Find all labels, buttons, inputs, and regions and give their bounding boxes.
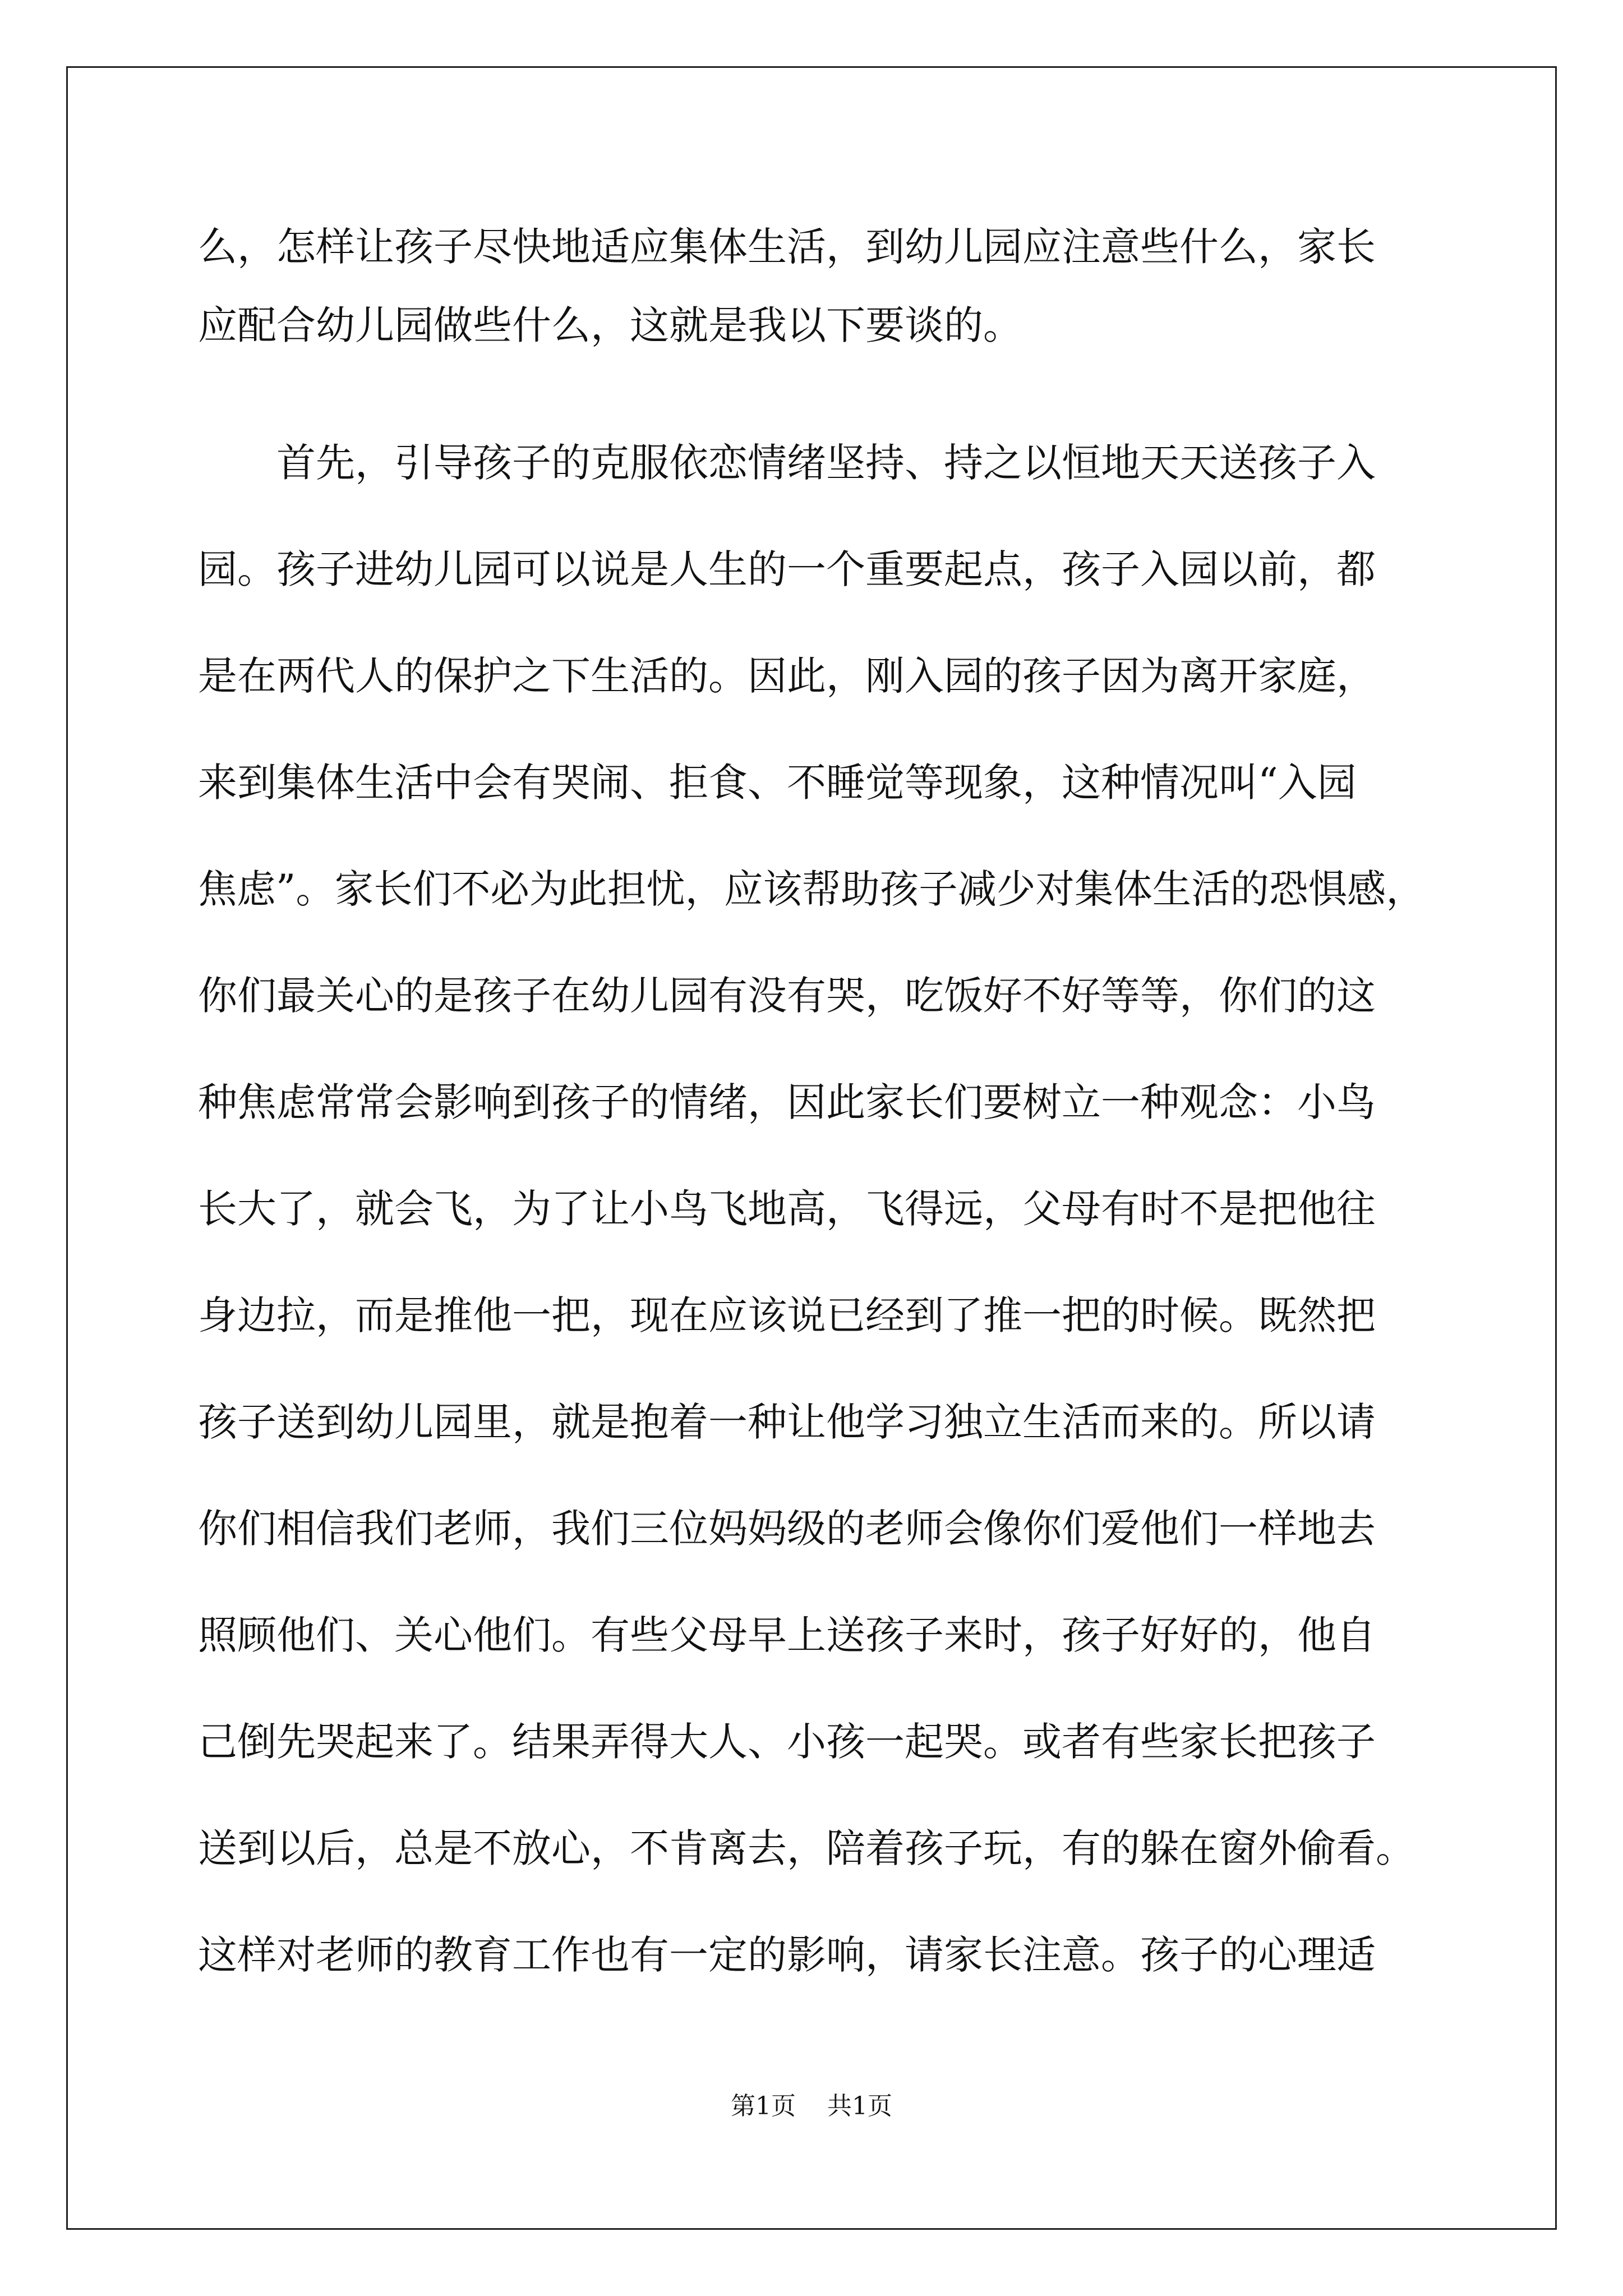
text-line: 你们相信我们老师，我们三位妈妈级的老师会像你们爱他们一样地去 [198, 1506, 1376, 1552]
text-line: 这样对老师的教育工作也有一定的影响，请家长注意。孩子的心理适 [198, 1932, 1376, 1978]
text-line: 种焦虑常常会影响到孩子的情绪，因此家长们要树立一种观念：小鸟 [198, 1079, 1376, 1125]
text-line: 是在两代人的保护之下生活的。因此，刚入园的孩子因为离开家庭， [198, 653, 1376, 699]
text-line: 首先，引导孩子的克服依恋情绪坚持、持之以恒地天天送孩子入 [198, 440, 1376, 486]
text-line: 园。孩子进幼儿园可以说是人生的一个重要起点，孩子入园以前，都 [198, 546, 1376, 592]
text-line: 孩子送到幼儿园里，就是抱着一种让他学习独立生活而来的。所以请 [198, 1399, 1376, 1445]
text-line: 么，怎样让孩子尽快地适应集体生活，到幼儿园应注意些什么，家长 [198, 224, 1376, 270]
page-footer [0, 2086, 1623, 2122]
text-line: 焦虑”。家长们不必为此担忧，应该帮助孩子减少对集体生活的恐惧感， [198, 866, 1425, 912]
text-line: 身边拉，而是推他一把，现在应该说已经到了推一把的时候。既然把 [198, 1292, 1376, 1338]
text-line: 照顾他们、关心他们。有些父母早上送孩子来时，孩子好好的，他自 [198, 1612, 1376, 1658]
text-line: 应配合幼儿园做些什么，这就是我以下要谈的。 [198, 302, 1022, 348]
text-line: 长大了，就会飞，为了让小鸟飞地高，飞得远，父母有时不是把他往 [198, 1186, 1376, 1232]
page-number: 第1页 [731, 2092, 796, 2120]
text-line: 来到集体生活中会有哭闹、拒食、不睡觉等现象，这种情况叫“入园 [198, 760, 1357, 806]
text-line: 送到以后，总是不放心，不肯离去，陪着孩子玩，有的躲在窗外偷看。 [198, 1825, 1415, 1871]
page-total: 共1页 [827, 2092, 892, 2120]
text-line: 己倒先哭起来了。结果弄得大人、小孩一起哭。或者有些家长把孩子 [198, 1719, 1376, 1765]
text-line: 你们最关心的是孩子在幼儿园有没有哭，吃饭好不好等等，你们的这 [198, 973, 1376, 1019]
page-border [66, 66, 1557, 2230]
